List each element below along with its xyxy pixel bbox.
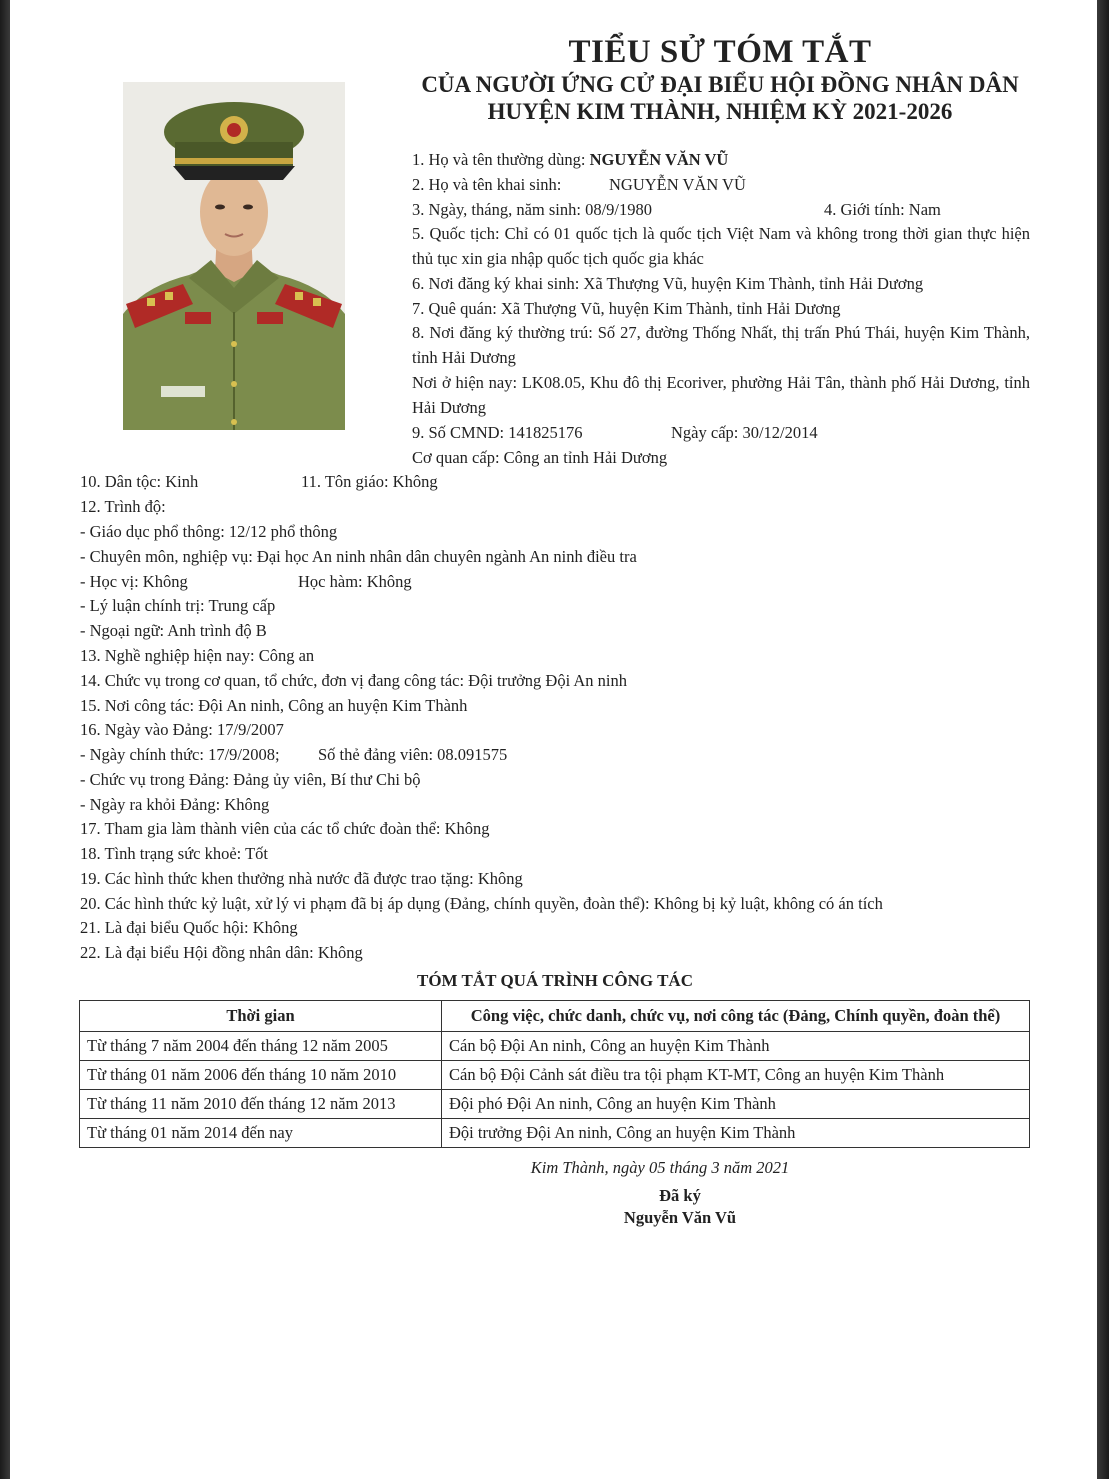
table-row [80, 1090, 1030, 1119]
column-header-time: Thời gian [80, 1001, 442, 1032]
bio-political-theory: - Lý luận chính trị: Trung cấp [80, 596, 276, 615]
table-cell-time: Từ tháng 11 năm 2010 đến tháng 12 năm 2013 [80, 1090, 442, 1119]
bio-common-name [412, 148, 728, 172]
bio-specialization: - Chuyên môn, nghiệp vụ: Đại học An ninh nhân dân chuyên ngành An ninh điều tra [80, 547, 637, 566]
table-cell-job: Cán bộ Đội Cảnh sát điều tra tội phạm KT-MT, Công an huyện Kim Thành [442, 1061, 1030, 1090]
table-cell-time: Từ tháng 01 năm 2006 đến tháng 10 năm 2010 [80, 1061, 442, 1090]
bio-party-exit-date: - Ngày ra khỏi Đảng: Không [80, 795, 270, 814]
table-row [80, 1032, 1030, 1061]
bio-id-issue-date: Ngày cấp: 30/12/2014 [671, 423, 818, 442]
bio-id-number: 9. Số CMND: 141825176 [412, 423, 583, 442]
bio-academic-title: Học hàm: Không [298, 572, 412, 591]
work-history-table [79, 1000, 1030, 1148]
bio-national-assembly: 21. Là đại biểu Quốc hội: Không [80, 918, 298, 937]
table-cell-time: Từ tháng 7 năm 2004 đến tháng 12 năm 2005 [80, 1032, 442, 1061]
bio-ethnicity: 10. Dân tộc: Kinh [80, 472, 199, 491]
document-title: TIỂU SỬ TÓM TẮT [568, 34, 872, 70]
bio-current-residence: Nơi ở hiện nay: LK08.05, Khu đô thị Ecoriver, phường Hải Tân, thành phố Hải Dương, tỉnh Hải Dương [412, 373, 1030, 417]
table-cell-job: Cán bộ Đội An ninh, Công an huyện Kim Thành [442, 1032, 1030, 1061]
bio-party-join-date: 16. Ngày vào Đảng: 17/9/2007 [80, 720, 284, 739]
bio-party-card-number: Số thẻ đảng viên: 08.091575 [318, 745, 508, 764]
bio-birth-name-value: NGUYỄN VĂN VŨ [609, 175, 746, 194]
signed-label: Đã ký [659, 1186, 701, 1205]
table-header-row [80, 1001, 1030, 1032]
bio-party-official-date: - Ngày chính thức: 17/9/2008; [80, 745, 280, 764]
portrait-photo [123, 82, 345, 430]
bio-awards: 19. Các hình thức khen thưởng nhà nước đã được trao tặng: Không [80, 869, 523, 888]
bio-nationality: 5. Quốc tịch: Chỉ có 01 quốc tịch là quốc tịch Việt Nam và không trong thời gian thực hiện thủ tục xin gia nhập quốc tịch quốc gia khác [412, 224, 1030, 268]
bio-foreign-language: - Ngoại ngữ: Anh trình độ B [80, 621, 267, 640]
bio-occupation: 13. Nghề nghiệp hiện nay: Công an [80, 646, 315, 665]
bio-workplace: 15. Nơi công tác: Đội An ninh, Công an huyện Kim Thành [80, 696, 468, 715]
bio-religion: 11. Tôn giáo: Không [301, 472, 438, 491]
bio-common-name-value: NGUYỄN VĂN VŨ [589, 150, 729, 169]
signature-date: Kim Thành, ngày 05 tháng 3 năm 2021 [530, 1158, 790, 1177]
bio-birth-name-label: 2. Họ và tên khai sinh: [412, 175, 562, 194]
document-subtitle: CỦA NGƯỜI ỨNG CỬ ĐẠI BIỂU HỘI ĐỒNG NHÂN DÂN [421, 72, 1019, 97]
bio-organizations: 17. Tham gia làm thành viên của các tổ chức đoàn thể: Không [80, 819, 490, 838]
left-page-edge [0, 0, 10, 1479]
bio-party-position: - Chức vụ trong Đảng: Đảng ủy viên, Bí thư Chi bộ [80, 770, 421, 789]
bio-id-issuing-agency: Cơ quan cấp: Công an tỉnh Hải Dương [412, 448, 668, 467]
bio-birth-date: 3. Ngày, tháng, năm sinh: 08/9/1980 [412, 200, 652, 219]
signer-name: Nguyễn Văn Vũ [623, 1208, 737, 1227]
bio-common-name-label: 1. Họ và tên thường dùng: [412, 150, 590, 169]
bio-position: 14. Chức vụ trong cơ quan, tổ chức, đơn vị đang công tác: Đội trưởng Đội An ninh [80, 671, 628, 690]
bio-permanent-residence: 8. Nơi đăng ký thường trú: Số 27, đường Thống Nhất, thị trấn Phú Thái, huyện Kim Thành, tỉnh Hải Dương [412, 323, 1030, 367]
bio-general-education: - Giáo dục phổ thông: 12/12 phổ thông [80, 522, 338, 541]
table-row [80, 1061, 1030, 1090]
table-cell-time: Từ tháng 01 năm 2014 đến nay [80, 1119, 442, 1148]
table-cell-job: Đội phó Đội An ninh, Công an huyện Kim Thành [442, 1090, 1030, 1119]
bio-health: 18. Tình trạng sức khoẻ: Tốt [80, 844, 268, 863]
bio-discipline: 20. Các hình thức kỷ luật, xử lý vi phạm đã bị áp dụng (Đảng, chính quyền, đoàn thể): Không bị kỷ luật, không có án tích [80, 894, 883, 913]
table-row [80, 1119, 1030, 1148]
bio-birth-registration: 6. Nơi đăng ký khai sinh: Xã Thượng Vũ, huyện Kim Thành, tỉnh Hải Dương [412, 274, 924, 293]
bio-hometown: 7. Quê quán: Xã Thượng Vũ, huyện Kim Thành, tỉnh Hải Dương [412, 299, 841, 318]
document-subtitle-term: HUYỆN KIM THÀNH, NHIỆM KỲ 2021-2026 [487, 99, 953, 124]
bio-education-heading: 12. Trình độ: [80, 497, 166, 516]
work-history-title: TÓM TẮT QUÁ TRÌNH CÔNG TÁC [417, 971, 693, 990]
bio-gender: 4. Giới tính: Nam [824, 200, 941, 219]
bio-degree: - Học vị: Không [80, 572, 188, 591]
bio-peoples-council: 22. Là đại biểu Hội đồng nhân dân: Không [80, 943, 363, 962]
right-page-edge [1097, 0, 1109, 1479]
column-header-job: Công việc, chức danh, chức vụ, nơi công tác (Đảng, Chính quyền, đoàn thể) [442, 1001, 1030, 1032]
table-cell-job: Đội trưởng Đội An ninh, Công an huyện Kim Thành [442, 1119, 1030, 1148]
